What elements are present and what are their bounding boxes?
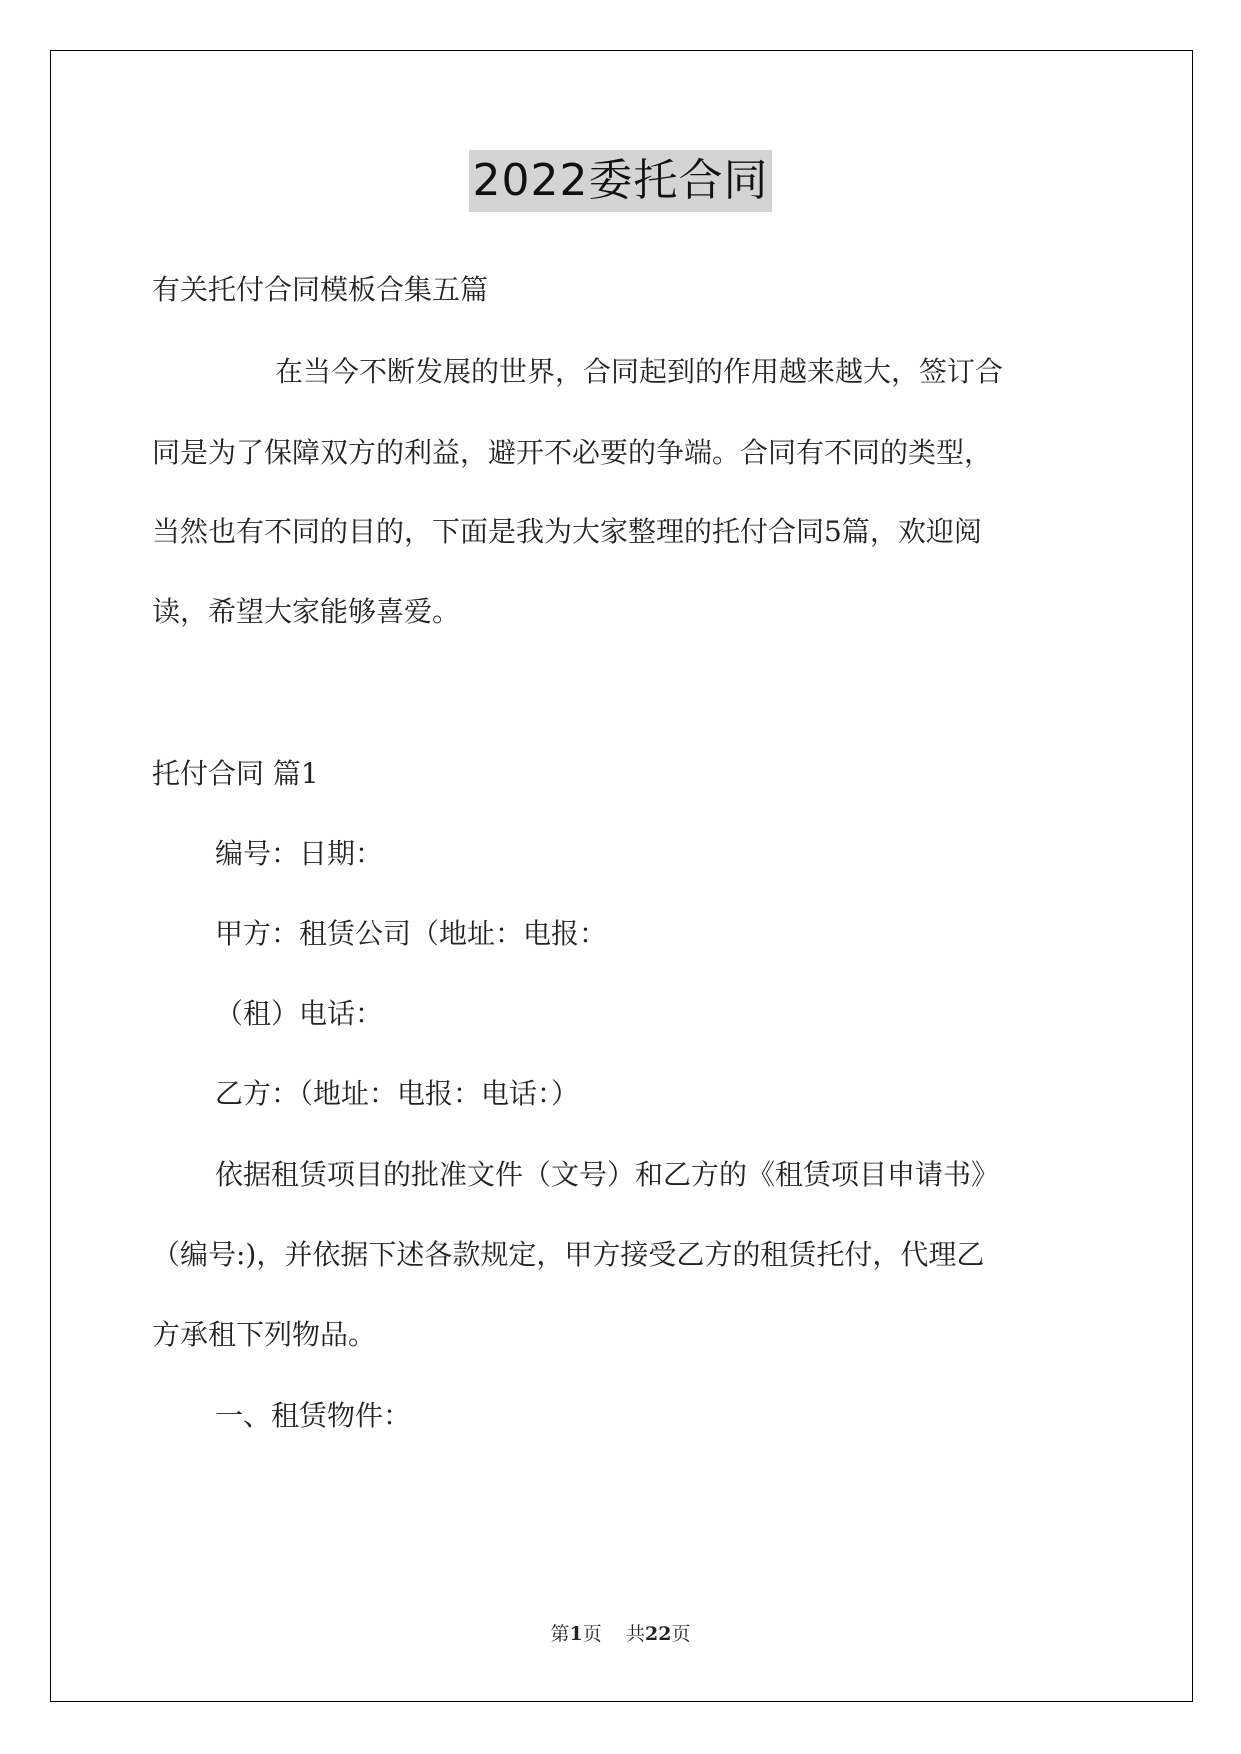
intro-line-1: 在当今不断发展的世界，合同起到的作用越来越大，签订合 — [275, 355, 1004, 388]
intro-line-4: 读，希望大家能够喜爱。 — [152, 595, 461, 628]
document-subtitle: 有关托付合同模板合集五篇 — [152, 273, 489, 306]
body-line-basis-2: （编号:)，并依据下述各款规定，甲方接受乙方的租赁托付，代理乙 — [152, 1238, 985, 1271]
footer-page-prefix: 第 — [550, 1623, 570, 1645]
footer-total-prefix: 共 — [625, 1623, 645, 1645]
footer-page-suffix: 页 — [582, 1623, 602, 1645]
document-title: 2022委托合同 — [469, 150, 773, 212]
footer-total-pages: 22 — [644, 1623, 672, 1645]
body-line-party-a: 甲方：租赁公司（地址：电报： — [215, 917, 608, 950]
body-line-party-b: 乙方：（地址：电报：电话：） — [215, 1077, 580, 1110]
body-line-lease-items: 一、租赁物件： — [215, 1399, 412, 1432]
page-footer — [0, 1620, 1241, 1648]
body-line-number-date: 编号：日期： — [215, 837, 384, 870]
footer-total-suffix: 页 — [671, 1623, 691, 1645]
body-line-basis-3: 方承租下列物品。 — [152, 1318, 377, 1351]
footer-page-number: 1 — [569, 1623, 583, 1645]
body-line-phone: （租）电话： — [215, 997, 384, 1030]
intro-line-2: 同是为了保障双方的利益，避开不必要的争端。合同有不同的类型， — [152, 436, 993, 469]
title-container — [0, 150, 1241, 212]
intro-line-3: 当然也有不同的目的，下面是我为大家整理的托付合同5篇，欢迎阅 — [152, 515, 982, 548]
body-line-basis-1: 依据租赁项目的批准文件（文号）和乙方的《租赁项目申请书》 — [215, 1158, 1000, 1191]
section-heading: 托付合同 篇1 — [152, 757, 319, 790]
